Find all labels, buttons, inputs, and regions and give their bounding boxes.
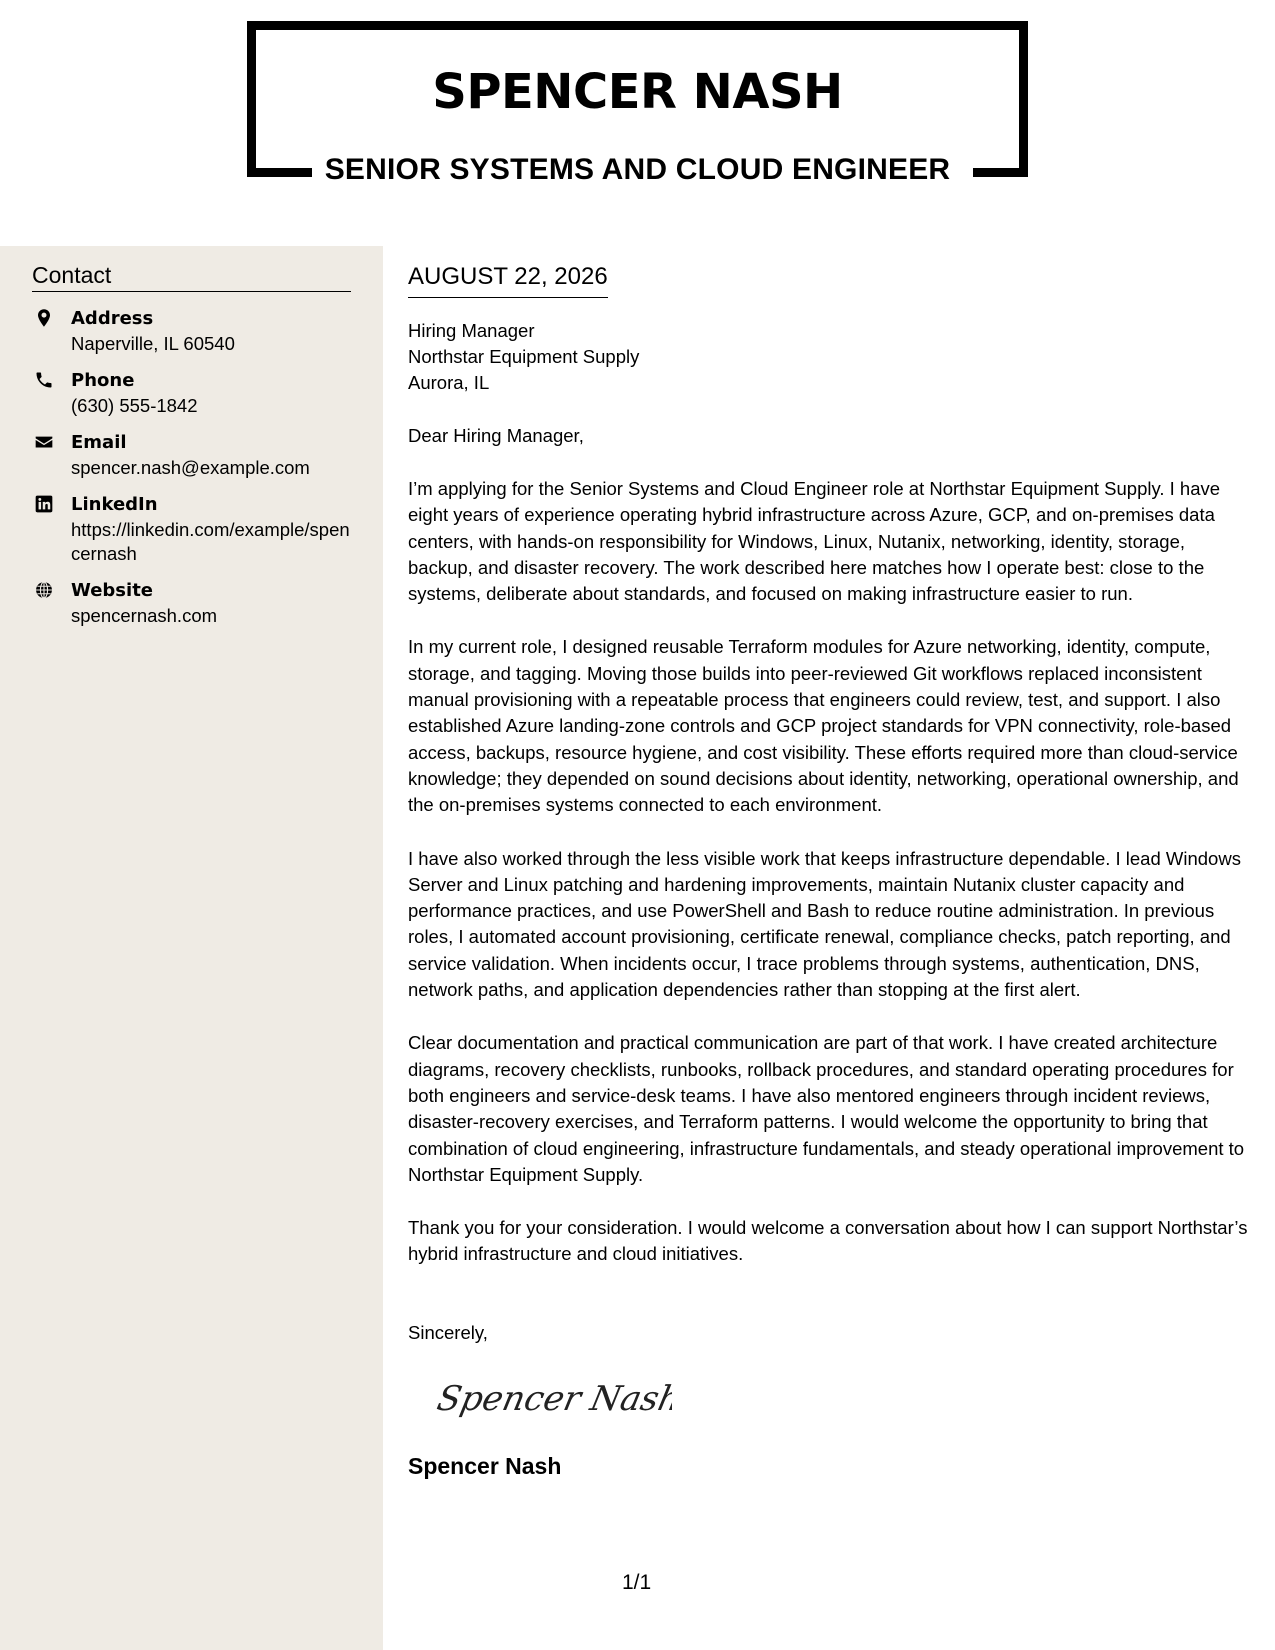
- contact-label: Phone: [71, 370, 135, 391]
- contact-label: LinkedIn: [71, 494, 158, 515]
- linkedin-icon: [34, 494, 54, 514]
- recipient-line: Aurora, IL: [408, 372, 490, 393]
- job-title: SENIOR SYSTEMS AND CLOUD ENGINEER: [324, 153, 951, 186]
- contact-email: [32, 430, 352, 480]
- contact-value: spencernash.com: [71, 605, 218, 626]
- svg-text:Spencer Nash: Spencer Nash: [433, 1379, 672, 1419]
- contact-heading: Contact: [32, 262, 351, 292]
- contact-list: [32, 306, 352, 640]
- signer-name: Spencer Nash: [408, 1452, 562, 1479]
- letter-paragraph: Thank you for your consideration. I would welcome a conversation about how I can support Northstar’s hybrid infrastructure and cloud initiatives.: [408, 1217, 1248, 1265]
- recipient-line: Northstar Equipment Supply: [408, 346, 640, 367]
- map-pin-icon: [34, 308, 54, 328]
- recipient-block: [408, 318, 1248, 396]
- contact-value: Naperville, IL 60540: [71, 333, 235, 354]
- envelope-icon: [34, 432, 54, 452]
- contact-website: [32, 578, 352, 628]
- contact-value: https://linkedin.com/example/spencernash: [71, 519, 350, 564]
- header: [247, 21, 1028, 186]
- handwritten-signature: [432, 1370, 672, 1430]
- letter-paragraph: I have also worked through the less visible work that keeps infrastructure dependable. I lead Windows Server and Linux patching and hardening improvements, maintain Nutanix cluster capacity and performance practices, and use PowerShell and Bash to reduce routine administration. In previous roles, I automated account provisioning, certificate renewal, compliance checks, patch reporting, and service validation. When incidents occur, I trace problems through systems, authentication, DNS, network paths, and application dependencies rather than stopping at the first alert.: [408, 847, 1241, 1001]
- contact-address: [32, 306, 352, 356]
- contact-label: Address: [71, 308, 154, 329]
- contact-phone: [32, 368, 352, 418]
- contact-linkedin: [32, 492, 352, 566]
- contact-value: (630) 555-1842: [71, 395, 198, 416]
- contact-label: Email: [71, 432, 127, 453]
- page-number: 1/1: [622, 1571, 652, 1594]
- closing: Sincerely,: [408, 1321, 488, 1343]
- salutation: Dear Hiring Manager,: [408, 425, 584, 446]
- contact-sidebar: [0, 246, 383, 1650]
- contact-label: Website: [71, 580, 154, 601]
- letter-date: AUGUST 22, 2026: [408, 263, 608, 298]
- recipient-line: Hiring Manager: [408, 320, 535, 341]
- letter-paragraph: I’m applying for the Senior Systems and Cloud Engineer role at Northstar Equipment Supply. I have eight years of experience operating hybrid infrastructure across Azure, GCP, and on-premises data centers, with hands-on responsibility for Windows, Linux, Nutanix, networking, identity, storage, backup, and disaster recovery. The work described here matches how I operate best: close to the systems, deliberate about standards, and focused on making infrastructure easier to run.: [408, 478, 1221, 605]
- letter-body: [408, 263, 1248, 1480]
- phone-icon: [34, 370, 54, 390]
- globe-icon: [34, 580, 54, 600]
- letter-paragraph: Clear documentation and practical communication are part of that work. I have created architecture diagrams, recovery checklists, runbooks, rollback procedures, and standard operating procedures for both engineers and service-desk teams. I have also mentored engineers through incident reviews, disaster-recovery exercises, and Terraform patterns. I would welcome the opportunity to bring that combination of cloud engineering, infrastructure fundamentals, and steady operational improvement to Northstar Equipment Supply.: [408, 1032, 1245, 1185]
- candidate-name: SPENCER NASH: [432, 64, 843, 120]
- letter-paragraph: In my current role, I designed reusable Terraform modules for Azure networking, identity, compute, storage, and tagging. Moving those builds into peer-reviewed Git workflows replaced inconsistent manual provisioning with a repeatable process that engineers could review, test, and support. I also established Azure landing-zone controls and GCP project standards for VPN connectivity, role-based access, backups, resource hygiene, and cost visibility. These efforts required more than cloud-service knowledge; they depended on sound decisions about identity, networking, operational ownership, and the on-premises systems connected to each environment.: [408, 636, 1239, 816]
- contact-value: spencer.nash@example.com: [71, 457, 310, 478]
